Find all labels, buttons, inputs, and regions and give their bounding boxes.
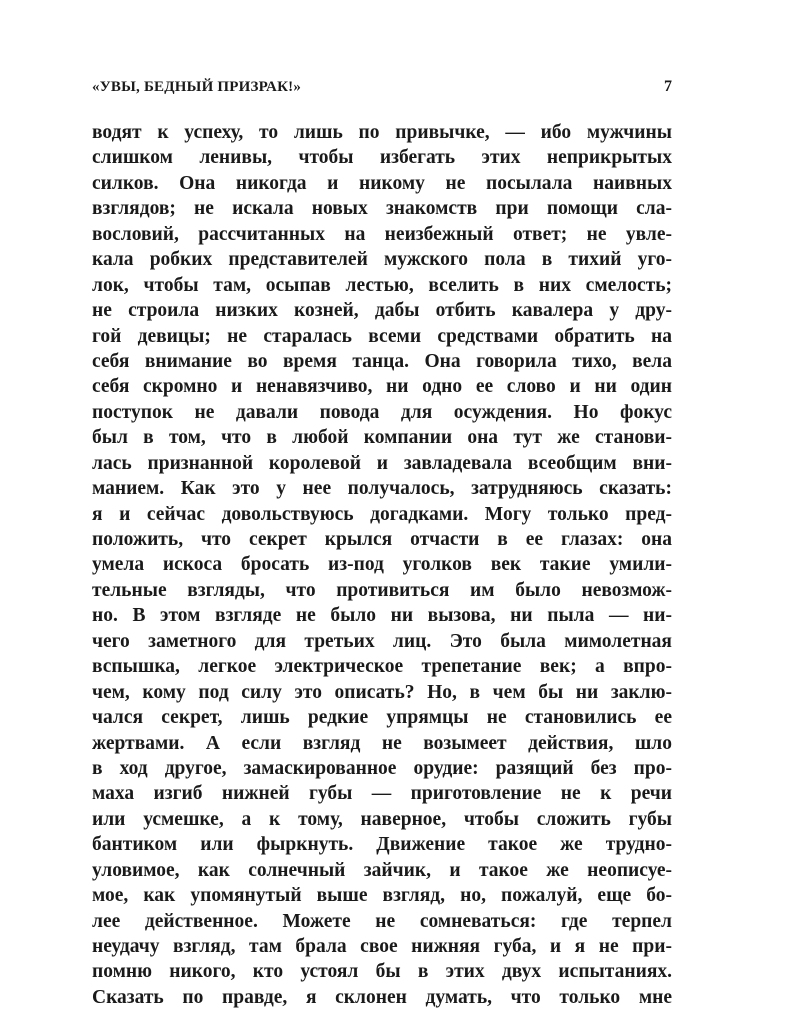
text-line: чался секрет, лишь редкие упрямцы не становились ее xyxy=(92,707,672,729)
text-line: чего заметного для третьих лиц. Это была мимолетная xyxy=(92,630,672,652)
text-line: бантиком или фыркнуть. Движение такое же трудно- xyxy=(92,834,672,856)
text-line: я и сейчас довольствуюсь догадками. Могу только пред- xyxy=(92,503,672,525)
text-line: вословий, рассчитанных на неизбежный ответ; не увле- xyxy=(92,223,672,245)
text-line: лее действенное. Можете не сомневаться: где терпел xyxy=(92,910,672,932)
text-line: манием. Как это у нее получалось, затрудняюсь сказать: xyxy=(92,478,672,500)
text-line: умела искоса бросать из-под уголков век такие умили- xyxy=(92,554,672,576)
text-line: себя скромно и ненавязчиво, ни одно ее слово и ни один xyxy=(92,376,672,398)
text-line: поступок не давали повода для осуждения. Но фокус xyxy=(92,401,672,423)
running-title: «УВЫ, БЕДНЫЙ ПРИЗРАК!» xyxy=(92,79,302,95)
page-number: 7 xyxy=(664,78,672,95)
text-line: или усмешке, а к тому, наверное, чтобы сложить губы xyxy=(92,808,672,830)
text-line: силков. Она никогда и никому не посылала наивных xyxy=(92,172,672,194)
text-line: но. В этом взгляде не было ни вызова, ни пыла — ни- xyxy=(92,605,672,627)
text-line: положить, что секрет крылся отчасти в ее глазах: она xyxy=(92,529,672,550)
text-line: слишком ленивы, чтобы избегать этих неприкрытых xyxy=(92,147,672,169)
text-line: гой девицы; не старалась всеми средствами обратить на xyxy=(92,325,672,347)
text-line: мое, как упомянутый выше взгляд, но, пожалуй, еще бо- xyxy=(92,885,672,907)
text-line: кала робких представителей мужского пола в тихий уго- xyxy=(92,249,672,271)
text-line: уловимое, как солнечный зайчик, и такое же неописуе- xyxy=(92,859,672,881)
text-line: в ход другое, замаскированное орудие: разящий без про- xyxy=(92,757,672,779)
text-line: не строила низких козней, дабы отбить кавалера у дру- xyxy=(92,300,672,322)
text-line: вспышка, легкое электрическое трепетание век; а впро- xyxy=(92,656,672,678)
text-line: неудачу взгляд, там брала свое нижняя губа, и я не при- xyxy=(92,936,672,957)
text-line: маха изгиб нижней губы — приготовление не к речи xyxy=(92,783,672,805)
text-line: тельные взгляды, что противиться им было невозмож- xyxy=(92,579,672,601)
text-line: чем, кому под силу это описать? Но, в чем бы ни заклю- xyxy=(92,681,672,703)
text-line: взглядов; не искала новых знакомств при помощи сла- xyxy=(92,198,672,220)
text-line: лок, чтобы там, осыпав лестью, вселить в них смелость; xyxy=(92,274,672,296)
text-line: водят к успеху, то лишь по привычке, — ибо мужчины xyxy=(92,122,672,143)
text-line: Сказать по правде, я склонен думать, что только мне xyxy=(92,986,672,1008)
text-line: жертвами. А если взгляд не возымеет действия, шло xyxy=(92,732,672,754)
text-line: лась признанной королевой и завладевала всеобщим вни- xyxy=(92,452,672,474)
text-line: помню никого, кто устоял бы в этих двух испытаниях. xyxy=(92,961,672,983)
running-head xyxy=(92,79,672,101)
text-line: себя внимание во время танца. Она говорила тихо, вела xyxy=(92,350,672,372)
text-line: был в том, что в любой компании она тут же станови- xyxy=(92,427,672,449)
body-text xyxy=(92,120,672,1010)
